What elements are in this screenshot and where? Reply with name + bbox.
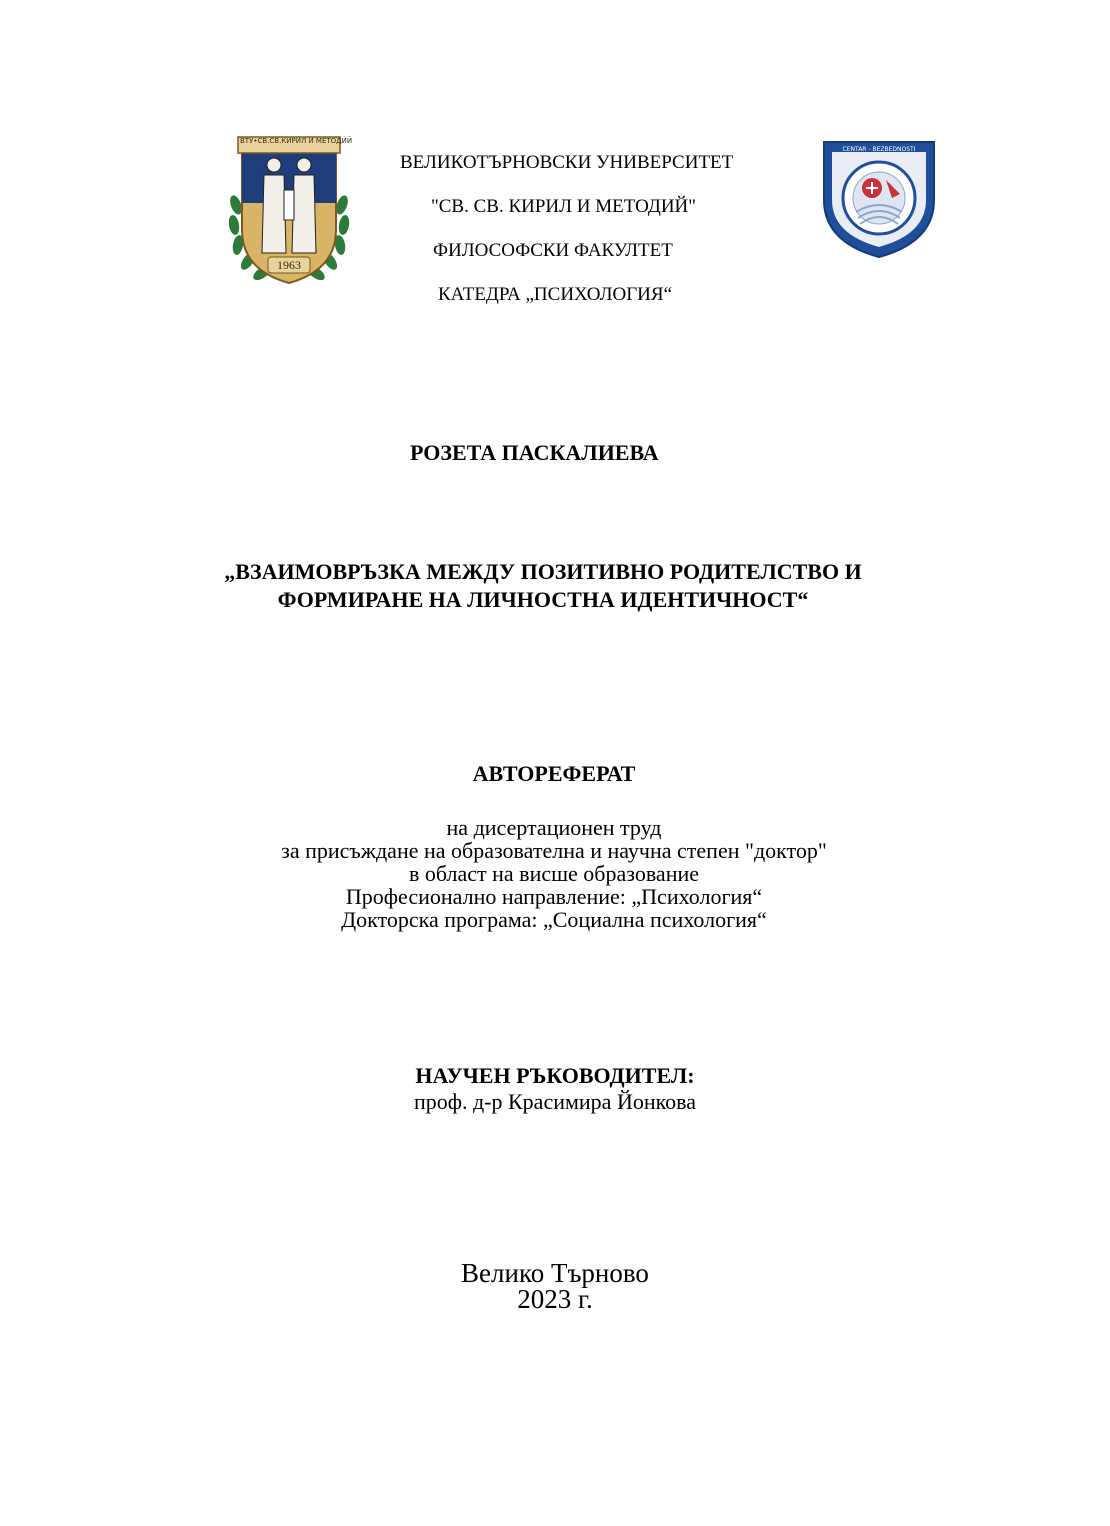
abstract-line: за присъждане на образователна и научна степен "доктор" bbox=[281, 838, 827, 863]
crest-year-text: 1963 bbox=[277, 258, 301, 272]
supervisor-heading: НАУЧЕН РЪКОВОДИТЕЛ: bbox=[415, 1063, 695, 1088]
dissertation-title-line-2: ФОРМИРАНЕ НА ЛИЧНОСТНА ИДЕНТИЧНОСТ“ bbox=[277, 587, 809, 612]
footer-year: 2023 г. bbox=[517, 1284, 593, 1314]
abstract-line: в област на висше образование bbox=[408, 861, 700, 886]
crest-banner-text: ВТУ•СВ.СВ.КИРИЛ И МЕТОДИЙ bbox=[240, 137, 353, 145]
department-line: КАТЕДРА „ПСИХОЛОГИЯ“ bbox=[438, 284, 673, 305]
author-name: РОЗЕТА ПАСКАЛИЕВА bbox=[410, 440, 659, 465]
emblem-top-text: CENTAR - BEZBEDNOSTI bbox=[842, 146, 916, 153]
abstract-line: Професионално направление: „Психология“ bbox=[345, 884, 763, 909]
abstract-heading: АВТОРЕФЕРАТ bbox=[472, 761, 636, 786]
abstract-description bbox=[0, 816, 1108, 931]
university-name-line: "СВ. СВ. КИРИЛ И МЕТОДИЙ" bbox=[431, 196, 697, 217]
university-line: ВЕЛИКОТЪРНОВСКИ УНИВЕРСИТЕТ bbox=[400, 152, 734, 173]
security-centre-emblem-logo bbox=[820, 138, 938, 260]
dissertation-title-line-1: „ВЗАИМОВРЪЗКА МЕЖДУ ПОЗИТИВНО РОДИТЕЛСТВО И bbox=[224, 559, 862, 584]
supervisor-name: проф. д-р Красимира Йонкова bbox=[413, 1089, 697, 1114]
abstract-line: на дисертационен труд bbox=[446, 815, 662, 840]
abstract-line: Докторска програма: „Социална психология“ bbox=[341, 907, 767, 932]
footer-city: Велико Търново bbox=[461, 1258, 649, 1288]
faculty-line: ФИЛОСОФСКИ ФАКУЛТЕТ bbox=[433, 240, 673, 261]
